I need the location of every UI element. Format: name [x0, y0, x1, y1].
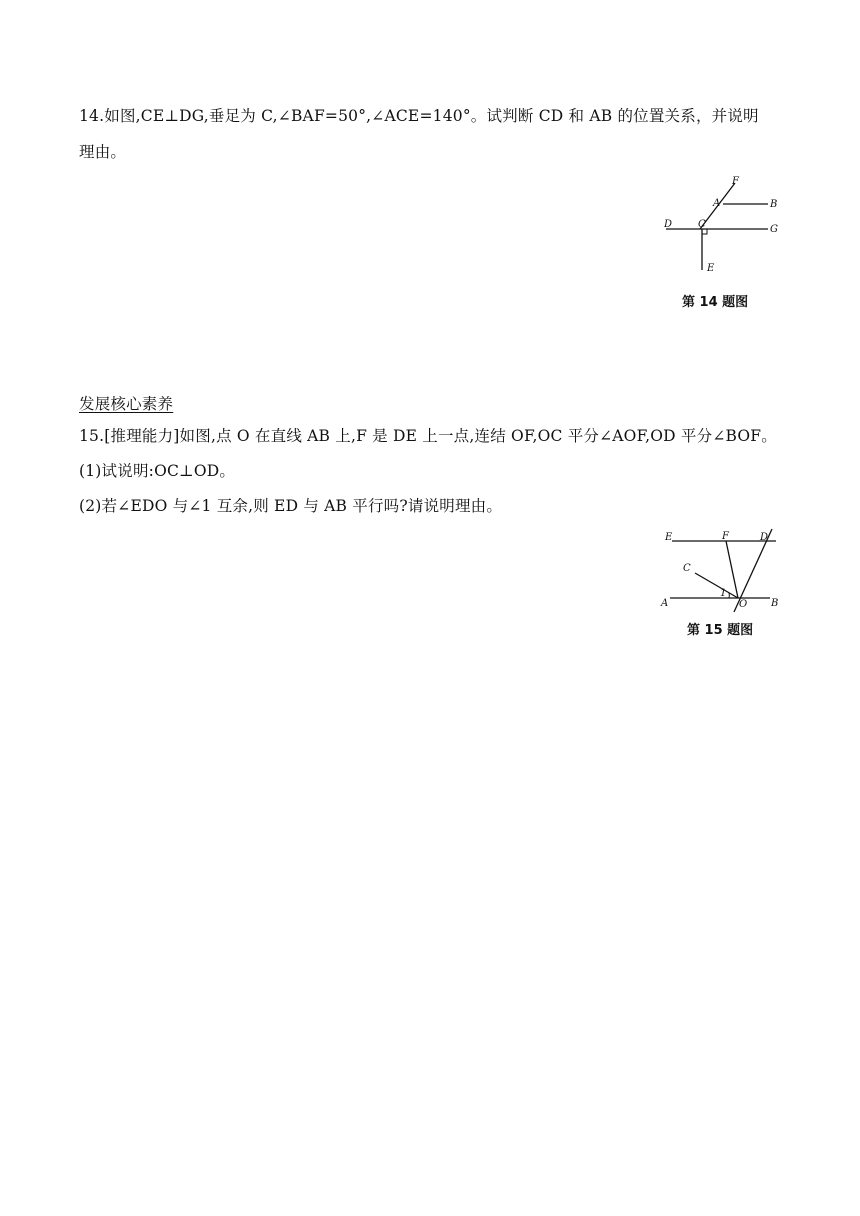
- figure-14: [660, 172, 785, 314]
- label-f: F: [732, 176, 739, 187]
- label-1: 1: [720, 588, 727, 599]
- question-15-text-line-1: 15.[推理能力]如图,点 O 在直线 AB 上,F 是 DE 上一点,连结 OF,OC 平分∠AOF,OD 平分∠BOF。: [79, 427, 777, 445]
- section-title: 发展核心素养: [79, 395, 174, 413]
- question-15-part-1: (1)试说明:OC⊥OD。: [79, 462, 236, 480]
- label-c: C: [698, 219, 706, 230]
- question-15-part-2: (2)若∠EDO 与∠1 互余,则 ED 与 AB 平行吗?请说明理由。: [79, 497, 503, 515]
- label-f: F: [722, 531, 729, 542]
- question-14-text-line-1: 14.如图,CE⊥DG,垂足为 C,∠BAF=50°,∠ACE=140°。试判断 CD 和 AB 的位置关系，并说明: [79, 107, 759, 125]
- label-b: B: [770, 199, 778, 210]
- label-d: D: [760, 532, 769, 543]
- label-e: E: [707, 263, 715, 274]
- label-a: A: [713, 198, 721, 209]
- label-g: G: [770, 224, 778, 235]
- figure-15: [656, 526, 786, 640]
- label-a: A: [661, 598, 669, 609]
- label-d: D: [664, 219, 673, 230]
- label-o: O: [739, 599, 748, 610]
- segment-of: [726, 541, 738, 598]
- question-14-text-line-2: 理由。: [79, 143, 127, 161]
- ray-oc: [695, 573, 738, 598]
- label-c: C: [683, 563, 691, 574]
- label-b: B: [771, 598, 779, 609]
- figure-14-caption: 第 14 题图: [682, 295, 749, 310]
- figure-15-caption: 第 15 题图: [687, 623, 754, 638]
- label-e: E: [665, 532, 673, 543]
